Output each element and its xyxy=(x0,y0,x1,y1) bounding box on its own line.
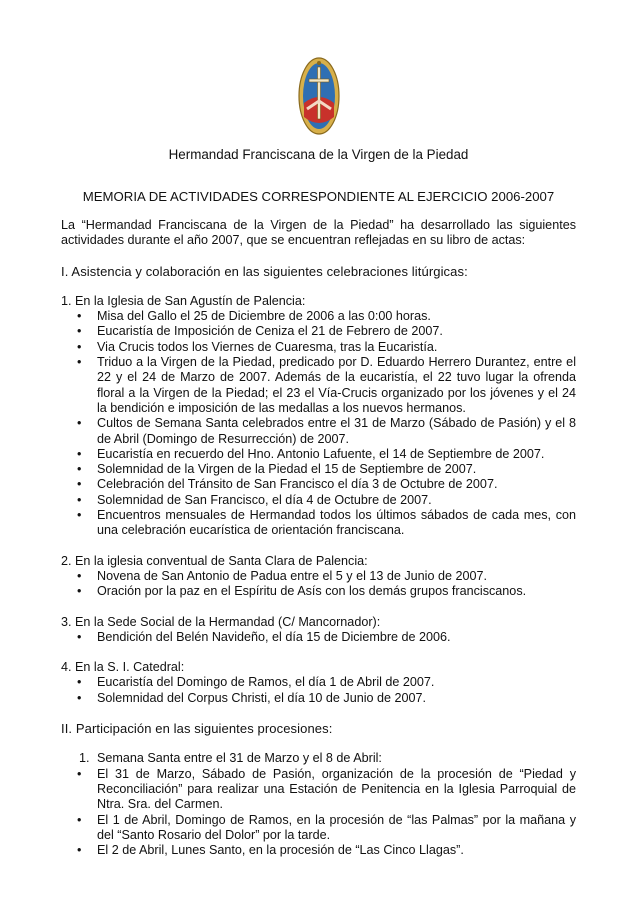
list-item: • Bendición del Belén Navideño, el día 15 de Diciembre de 2006. xyxy=(61,630,576,645)
bullet-list xyxy=(61,569,576,600)
brotherhood-crest-logo xyxy=(298,57,340,135)
list-item: • Encuentros mensuales de Hermandad todos los últimos sábados de cada mes, con una celebración eucarística de orientación franciscana. xyxy=(61,508,576,539)
bullet-list xyxy=(61,309,576,538)
item-text: Semana Santa entre el 31 de Marzo y el 8 de Abril: xyxy=(97,751,382,766)
list-item: • El 1 de Abril, Domingo de Ramos, en la procesión de “las Palmas” por la mañana y del “Santo Rosario del Dolor” por la tarde. xyxy=(61,813,576,844)
list-item: • Celebración del Tránsito de San Francisco el día 3 de Octubre de 2007. xyxy=(61,477,576,492)
list-item: • El 2 de Abril, Lunes Santo, en la procesión de “Las Cinco Llagas”. xyxy=(61,843,576,858)
numbered-list xyxy=(61,751,576,766)
list-item: • Cultos de Semana Santa celebrados entre el 31 de Marzo (Sábado de Pasión) y el 8 de Abril (Domingo de Resurrección) de 2007. xyxy=(61,416,576,447)
list-item: • El 31 de Marzo, Sábado de Pasión, organización de la procesión de “Piedad y Reconciliación” para realizar una Estación de Penitencia en la Iglesia Parroquial de Ntra. Sra. del Carmen. xyxy=(61,767,576,813)
list-item: • Solemnidad de San Francisco, el día 4 de Octubre de 2007. xyxy=(61,493,576,508)
bullet-list xyxy=(61,767,576,859)
item-number: 1. xyxy=(79,751,90,766)
memo-title: MEMORIA DE ACTIVIDADES CORRESPONDIENTE AL EJERCICIO 2006-2007 xyxy=(82,189,555,204)
list-item: • Misa del Gallo el 25 de Diciembre de 2006 a las 0:00 horas. xyxy=(61,309,576,324)
section-title: II. Participación en las siguientes procesiones: xyxy=(61,721,333,737)
intro-paragraph: La “Hermandad Franciscana de la Virgen de la Piedad” ha desarrollado las siguientes actividades durante el año 2007, que se encuentran reflejadas en su libro de actas: xyxy=(61,218,576,248)
list-item: • Eucaristía en recuerdo del Hno. Antonio Lafuente, el 14 de Septiembre de 2007. xyxy=(61,447,576,462)
list-item: • Via Crucis todos los Viernes de Cuaresma, tras la Eucaristía. xyxy=(61,340,576,355)
list-item: • Novena de San Antonio de Padua entre el 5 y el 13 de Junio de 2007. xyxy=(61,569,576,584)
group-title: 4. En la S. I. Catedral: xyxy=(61,660,185,675)
list-item: • Triduo a la Virgen de la Piedad, predicado por D. Eduardo Herrero Durantez, entre el 22 y el 24 de Marzo de 2007. Además de la eucaristía, el 22 tuvo lugar la ofrenda floral a la Virgen de la Piedad; el 23 el Vía-Crucis organizado por los jóvenes y el 24 la bendición e imposición de las medallas a los nuevos hermanos. xyxy=(61,355,576,416)
group-title: 2. En la iglesia conventual de Santa Clara de Palencia: xyxy=(61,553,368,568)
numbered-item xyxy=(61,751,576,766)
group-title: 1. En la Iglesia de San Agustín de Palencia: xyxy=(61,293,306,308)
group-title: 3. En la Sede Social de la Hermandad (C/ Mancornador): xyxy=(61,614,381,629)
section-title: I. Asistencia y colaboración en las siguientes celebraciones litúrgicas: xyxy=(61,263,468,279)
list-item: • Solemnidad de la Virgen de la Piedad el 15 de Septiembre de 2007. xyxy=(61,462,576,477)
bullet-list xyxy=(61,675,576,706)
bullet-list xyxy=(61,630,576,645)
document-body xyxy=(61,218,576,873)
list-item: • Solemnidad del Corpus Christi, el día 10 de Junio de 2007. xyxy=(61,691,576,706)
list-item: • Oración por la paz en el Espíritu de Asís con los demás grupos franciscanos. xyxy=(61,584,576,599)
organization-name: Hermandad Franciscana de la Virgen de la Piedad xyxy=(168,147,469,162)
list-item: • Eucaristía del Domingo de Ramos, el día 1 de Abril de 2007. xyxy=(61,675,576,690)
list-item: • Eucaristía de Imposición de Ceniza el 21 de Febrero de 2007. xyxy=(61,324,576,339)
